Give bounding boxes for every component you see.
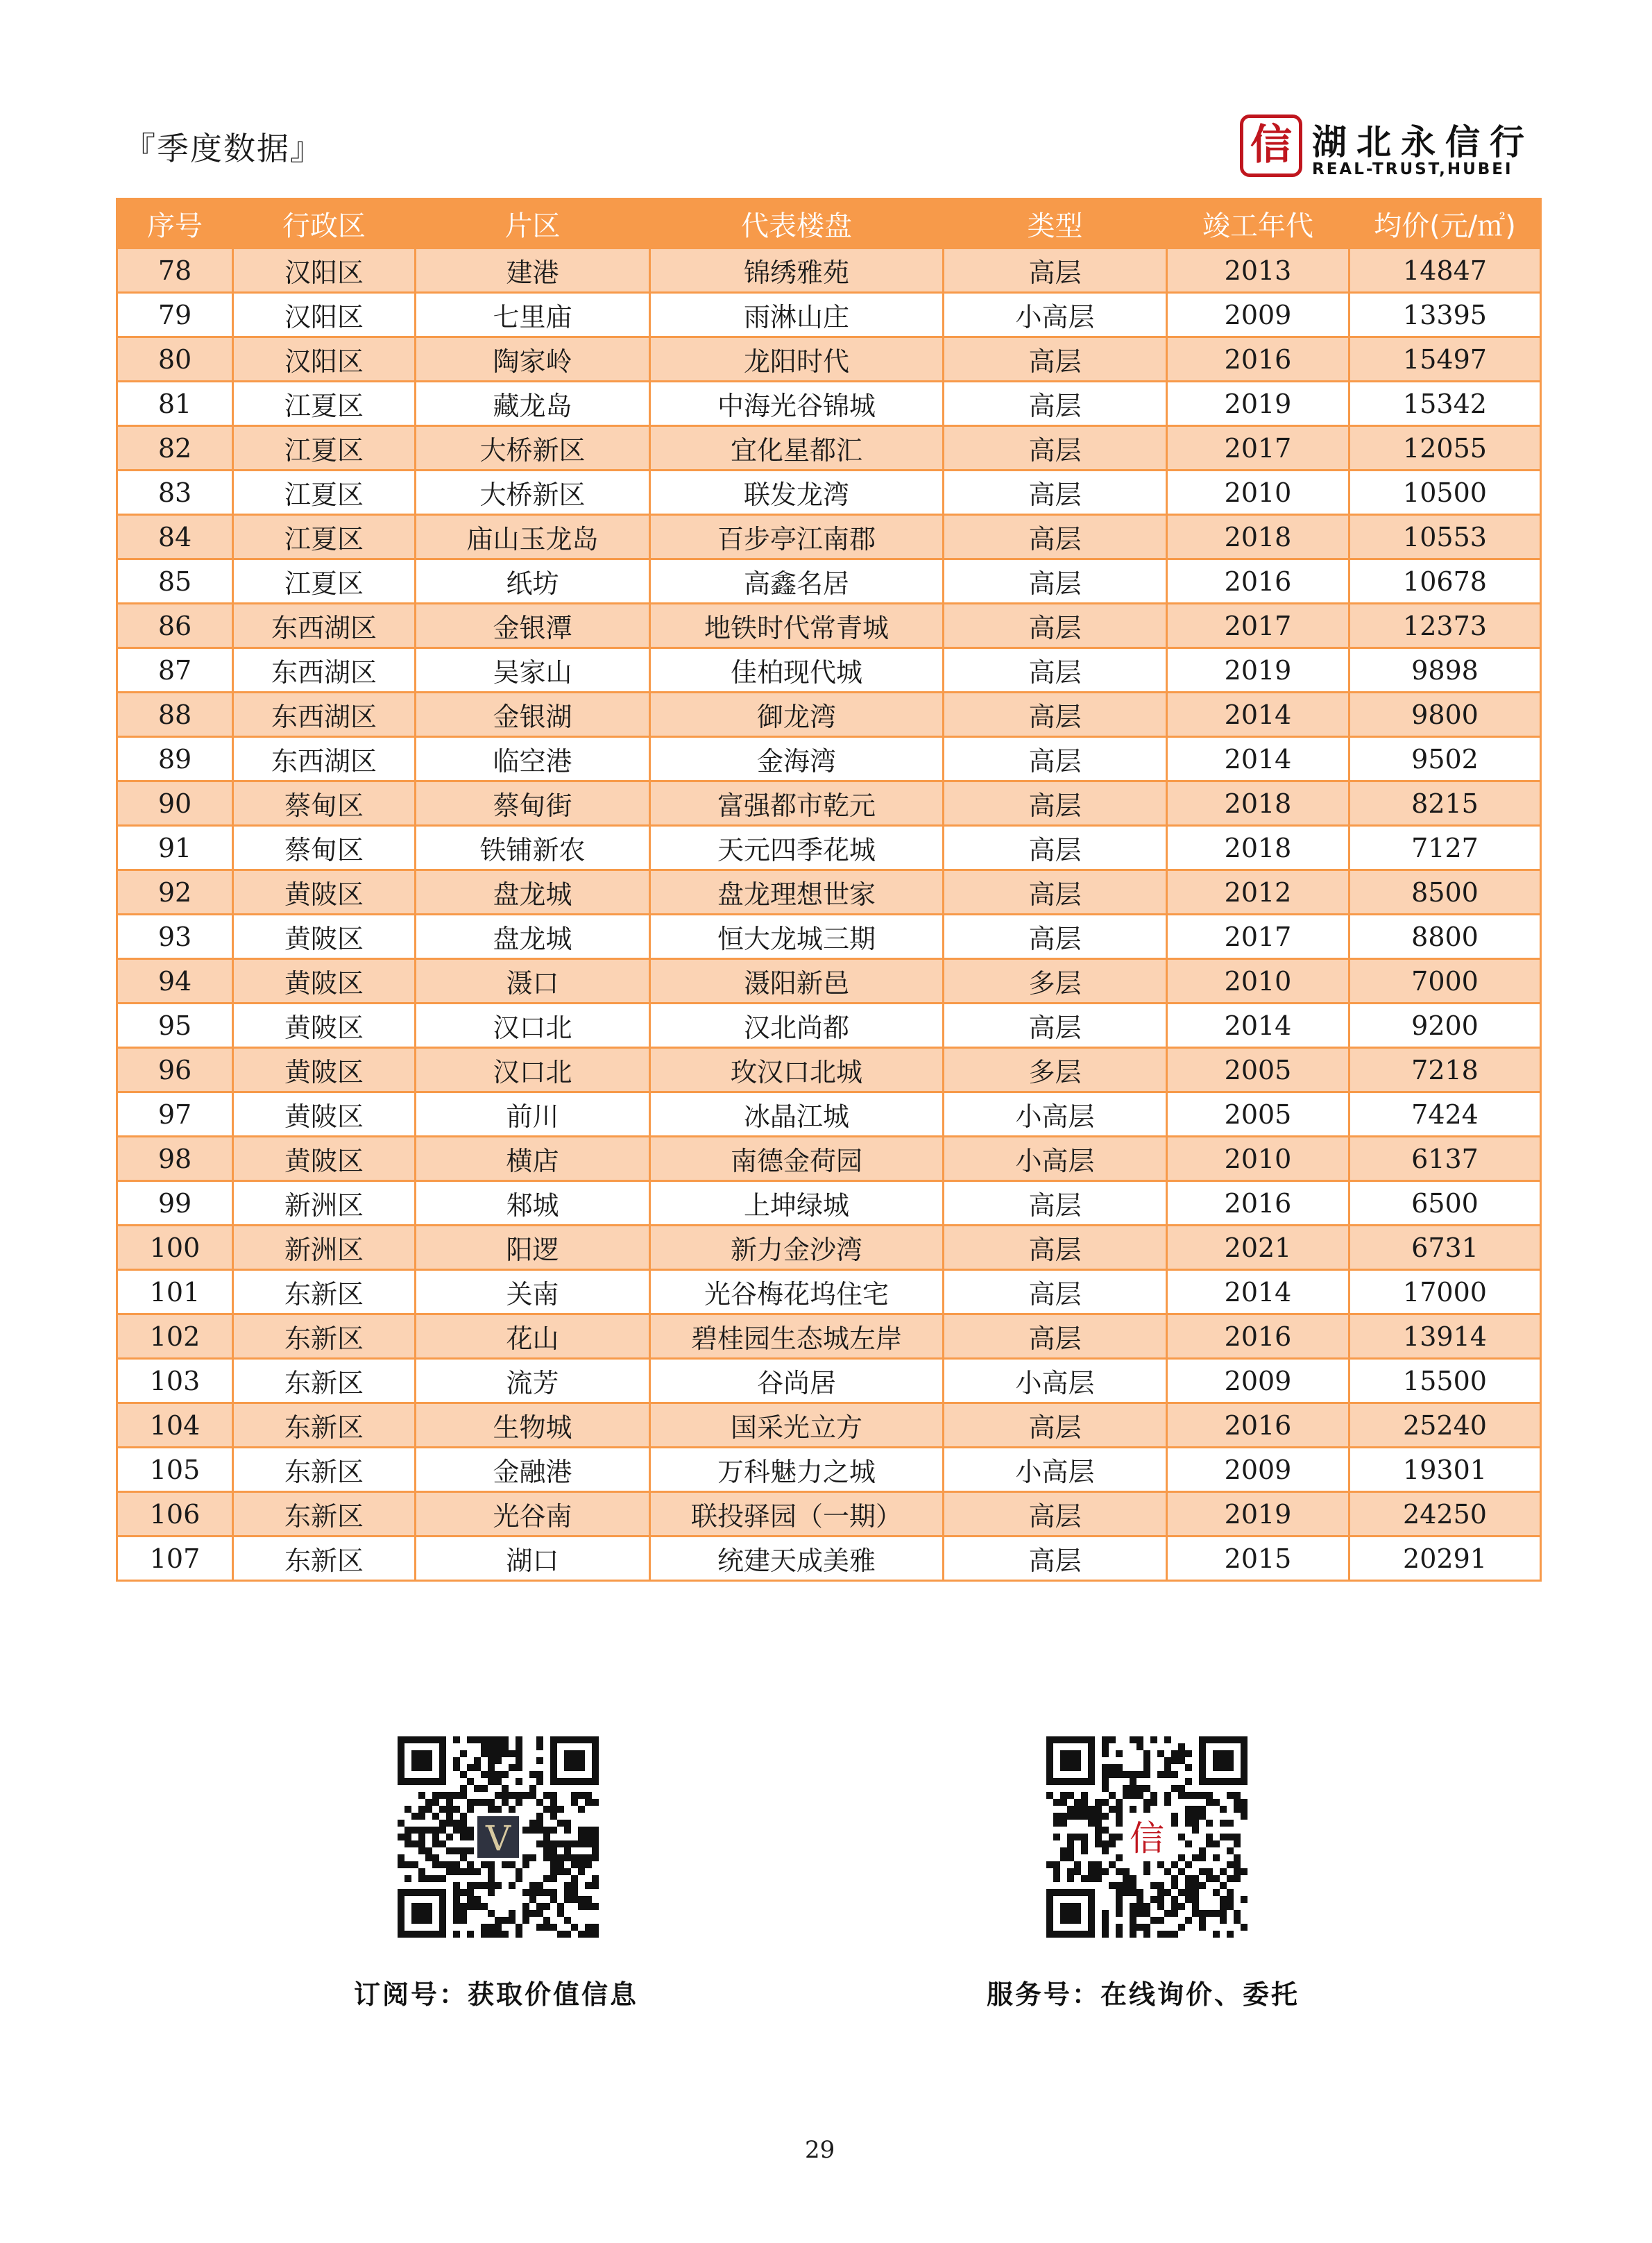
cell-type: 高层 — [944, 559, 1167, 604]
table-row — [117, 515, 1541, 559]
cell-area: 盘龙城 — [416, 870, 650, 915]
table-row — [117, 1226, 1541, 1270]
cell-year: 2005 — [1167, 1092, 1349, 1137]
cell-area: 汉口北 — [416, 1004, 650, 1048]
cell-area: 花山 — [416, 1314, 650, 1359]
table-row — [117, 471, 1541, 515]
cell-project: 佳柏现代城 — [650, 648, 944, 693]
cell-district: 江夏区 — [233, 559, 416, 604]
cell-district: 江夏区 — [233, 426, 416, 471]
cell-price: 7218 — [1349, 1048, 1541, 1092]
cell-index: 79 — [117, 293, 233, 337]
cell-year: 2016 — [1167, 559, 1349, 604]
cell-district: 江夏区 — [233, 471, 416, 515]
table-row — [117, 1048, 1541, 1092]
cell-project: 龙阳时代 — [650, 337, 944, 382]
cell-year: 2016 — [1167, 1403, 1349, 1448]
cell-year: 2018 — [1167, 515, 1349, 559]
cell-area: 前川 — [416, 1092, 650, 1137]
table-row — [117, 1181, 1541, 1226]
table-row — [117, 826, 1541, 870]
cell-year: 2016 — [1167, 1181, 1349, 1226]
cell-index: 106 — [117, 1492, 233, 1537]
cell-type: 高层 — [944, 382, 1167, 426]
cell-area: 蔡甸街 — [416, 781, 650, 826]
cell-type: 小高层 — [944, 1359, 1167, 1403]
cell-price: 15497 — [1349, 337, 1541, 382]
cell-year: 2017 — [1167, 915, 1349, 959]
cell-type: 高层 — [944, 737, 1167, 781]
cell-area: 汉口北 — [416, 1048, 650, 1092]
cell-project: 南德金荷园 — [650, 1137, 944, 1181]
qr-code-image — [1046, 1736, 1247, 1938]
cell-project: 金海湾 — [650, 737, 944, 781]
cell-year: 2009 — [1167, 1448, 1349, 1492]
cell-type: 小高层 — [944, 293, 1167, 337]
cell-year: 2019 — [1167, 1492, 1349, 1537]
cell-project: 统建天成美雅 — [650, 1537, 944, 1581]
cell-year: 2015 — [1167, 1537, 1349, 1581]
cell-district: 黄陂区 — [233, 959, 416, 1004]
cell-index: 96 — [117, 1048, 233, 1092]
cell-price: 10553 — [1349, 515, 1541, 559]
cell-type: 高层 — [944, 1492, 1167, 1537]
cell-index: 92 — [117, 870, 233, 915]
cell-type: 小高层 — [944, 1137, 1167, 1181]
cell-type: 高层 — [944, 248, 1167, 293]
cell-district: 东西湖区 — [233, 648, 416, 693]
cell-project: 雨淋山庄 — [650, 293, 944, 337]
cell-area: 藏龙岛 — [416, 382, 650, 426]
cell-area: 临空港 — [416, 737, 650, 781]
cell-price: 8215 — [1349, 781, 1541, 826]
table-row — [117, 1092, 1541, 1137]
cell-index: 98 — [117, 1137, 233, 1181]
column-header-year: 竣工年代 — [1167, 199, 1349, 248]
column-header-project: 代表楼盘 — [650, 199, 944, 248]
cell-district: 新洲区 — [233, 1226, 416, 1270]
cell-area: 陶家岭 — [416, 337, 650, 382]
cell-type: 高层 — [944, 648, 1167, 693]
cell-year: 2016 — [1167, 337, 1349, 382]
cell-area: 金融港 — [416, 1448, 650, 1492]
cell-price: 6137 — [1349, 1137, 1541, 1181]
cell-type: 高层 — [944, 1314, 1167, 1359]
cell-year: 2009 — [1167, 293, 1349, 337]
cell-type: 高层 — [944, 915, 1167, 959]
cell-project: 天元四季花城 — [650, 826, 944, 870]
cell-project: 碧桂园生态城左岸 — [650, 1314, 944, 1359]
cell-district: 蔡甸区 — [233, 826, 416, 870]
cell-district: 东西湖区 — [233, 737, 416, 781]
table-row — [117, 1492, 1541, 1537]
cell-year: 2009 — [1167, 1359, 1349, 1403]
table-row — [117, 648, 1541, 693]
cell-district: 东西湖区 — [233, 604, 416, 648]
table-row — [117, 870, 1541, 915]
cell-index: 91 — [117, 826, 233, 870]
cell-year: 2014 — [1167, 1004, 1349, 1048]
cell-type: 高层 — [944, 1403, 1167, 1448]
cell-area: 大桥新区 — [416, 471, 650, 515]
cell-index: 107 — [117, 1537, 233, 1581]
cell-price: 13914 — [1349, 1314, 1541, 1359]
cell-index: 86 — [117, 604, 233, 648]
cell-district: 东新区 — [233, 1537, 416, 1581]
column-header-index: 序号 — [117, 199, 233, 248]
cell-year: 2017 — [1167, 426, 1349, 471]
cell-area: 建港 — [416, 248, 650, 293]
column-header-district: 行政区 — [233, 199, 416, 248]
cell-year: 2014 — [1167, 693, 1349, 737]
cell-price: 15342 — [1349, 382, 1541, 426]
cell-district: 汉阳区 — [233, 248, 416, 293]
cell-project: 锦绣雅苑 — [650, 248, 944, 293]
cell-district: 黄陂区 — [233, 870, 416, 915]
cell-district: 黄陂区 — [233, 915, 416, 959]
cell-area: 金银湖 — [416, 693, 650, 737]
cell-area: 阳逻 — [416, 1226, 650, 1270]
cell-index: 101 — [117, 1270, 233, 1314]
cell-year: 2016 — [1167, 1314, 1349, 1359]
cell-price: 13395 — [1349, 293, 1541, 337]
cell-index: 85 — [117, 559, 233, 604]
column-header-area: 片区 — [416, 199, 650, 248]
cell-year: 2021 — [1167, 1226, 1349, 1270]
cell-type: 高层 — [944, 604, 1167, 648]
cell-district: 江夏区 — [233, 515, 416, 559]
table-header-row — [117, 199, 1541, 248]
cell-area: 庙山玉龙岛 — [416, 515, 650, 559]
cell-price: 7000 — [1349, 959, 1541, 1004]
cell-area: 大桥新区 — [416, 426, 650, 471]
cell-area: 横店 — [416, 1137, 650, 1181]
cell-area: 铁铺新农 — [416, 826, 650, 870]
cell-project: 地铁时代常青城 — [650, 604, 944, 648]
qr-code-image — [398, 1736, 599, 1938]
table-row — [117, 1270, 1541, 1314]
cell-project: 国采光立方 — [650, 1403, 944, 1448]
cell-project: 新力金沙湾 — [650, 1226, 944, 1270]
cell-type: 高层 — [944, 1226, 1167, 1270]
cell-index: 93 — [117, 915, 233, 959]
cell-price: 9800 — [1349, 693, 1541, 737]
cell-price: 15500 — [1349, 1359, 1541, 1403]
table-row — [117, 426, 1541, 471]
cell-type: 高层 — [944, 826, 1167, 870]
cell-index: 88 — [117, 693, 233, 737]
brand-logo — [1240, 115, 1538, 184]
cell-index: 90 — [117, 781, 233, 826]
cell-year: 2018 — [1167, 781, 1349, 826]
cell-area: 光谷南 — [416, 1492, 650, 1537]
cell-type: 多层 — [944, 1048, 1167, 1092]
cell-type: 高层 — [944, 515, 1167, 559]
table-row — [117, 559, 1541, 604]
cell-price: 7127 — [1349, 826, 1541, 870]
cell-year: 2010 — [1167, 959, 1349, 1004]
cell-project: 联发龙湾 — [650, 471, 944, 515]
cell-project: 恒大龙城三期 — [650, 915, 944, 959]
table-row — [117, 1537, 1541, 1581]
cell-project: 御龙湾 — [650, 693, 944, 737]
cell-price: 25240 — [1349, 1403, 1541, 1448]
cell-area: 纸坊 — [416, 559, 650, 604]
cell-project: 宜化星都汇 — [650, 426, 944, 471]
svg-text:V: V — [485, 1818, 511, 1859]
cell-type: 多层 — [944, 959, 1167, 1004]
cell-area: 关南 — [416, 1270, 650, 1314]
cell-district: 东新区 — [233, 1359, 416, 1403]
brand-seal-icon: 信 — [1240, 115, 1302, 177]
cell-project: 中海光谷锦城 — [650, 382, 944, 426]
cell-index: 102 — [117, 1314, 233, 1359]
cell-index: 95 — [117, 1004, 233, 1048]
cell-project: 玫汉口北城 — [650, 1048, 944, 1092]
cell-year: 2017 — [1167, 604, 1349, 648]
table-body — [117, 248, 1541, 1581]
cell-price: 10678 — [1349, 559, 1541, 604]
cell-type: 高层 — [944, 1004, 1167, 1048]
cell-index: 100 — [117, 1226, 233, 1270]
cell-price: 8800 — [1349, 915, 1541, 959]
cell-type: 小高层 — [944, 1448, 1167, 1492]
column-header-price: 均价(元/㎡) — [1349, 199, 1541, 248]
cell-index: 80 — [117, 337, 233, 382]
cell-price: 12373 — [1349, 604, 1541, 648]
cell-area: 湖口 — [416, 1537, 650, 1581]
cell-index: 84 — [117, 515, 233, 559]
cell-year: 2012 — [1167, 870, 1349, 915]
cell-price: 10500 — [1349, 471, 1541, 515]
cell-year: 2014 — [1167, 737, 1349, 781]
column-header-type: 类型 — [944, 199, 1167, 248]
qr-caption-subscription: 订阅号：获取价值信息 — [354, 1979, 639, 2010]
cell-index: 87 — [117, 648, 233, 693]
section-title: 『季度数据』 — [124, 130, 323, 167]
cell-year: 2014 — [1167, 1270, 1349, 1314]
cell-index: 83 — [117, 471, 233, 515]
cell-project: 滠阳新邑 — [650, 959, 944, 1004]
cell-area: 七里庙 — [416, 293, 650, 337]
price-table — [116, 198, 1542, 1582]
cell-project: 富强都市乾元 — [650, 781, 944, 826]
cell-index: 99 — [117, 1181, 233, 1226]
cell-type: 高层 — [944, 1270, 1167, 1314]
cell-year: 2010 — [1167, 1137, 1349, 1181]
cell-type: 高层 — [944, 1537, 1167, 1581]
cell-district: 黄陂区 — [233, 1048, 416, 1092]
cell-index: 97 — [117, 1092, 233, 1137]
cell-year: 2005 — [1167, 1048, 1349, 1092]
cell-project: 百步亭江南郡 — [650, 515, 944, 559]
cell-price: 7424 — [1349, 1092, 1541, 1137]
cell-type: 小高层 — [944, 1092, 1167, 1137]
cell-district: 黄陂区 — [233, 1004, 416, 1048]
brand-name-en: REAL-TRUST,HUBEI — [1312, 160, 1513, 178]
table-row — [117, 293, 1541, 337]
table-row — [117, 1137, 1541, 1181]
cell-type: 高层 — [944, 870, 1167, 915]
cell-year: 2013 — [1167, 248, 1349, 293]
cell-area: 金银潭 — [416, 604, 650, 648]
cell-area: 生物城 — [416, 1403, 650, 1448]
table-row — [117, 248, 1541, 293]
table-row — [117, 781, 1541, 826]
cell-project: 冰晶江城 — [650, 1092, 944, 1137]
cell-price: 17000 — [1349, 1270, 1541, 1314]
cell-type: 高层 — [944, 781, 1167, 826]
table-row — [117, 1004, 1541, 1048]
cell-price: 20291 — [1349, 1537, 1541, 1581]
cell-district: 东新区 — [233, 1314, 416, 1359]
cell-district: 汉阳区 — [233, 293, 416, 337]
cell-project: 高鑫名居 — [650, 559, 944, 604]
cell-district: 东西湖区 — [233, 693, 416, 737]
cell-district: 东新区 — [233, 1492, 416, 1537]
table-row — [117, 737, 1541, 781]
table-row — [117, 915, 1541, 959]
table-row — [117, 337, 1541, 382]
cell-year: 2018 — [1167, 826, 1349, 870]
cell-type: 高层 — [944, 1181, 1167, 1226]
cell-index: 103 — [117, 1359, 233, 1403]
cell-index: 104 — [117, 1403, 233, 1448]
table-row — [117, 1448, 1541, 1492]
cell-district: 东新区 — [233, 1448, 416, 1492]
cell-project: 万科魅力之城 — [650, 1448, 944, 1492]
cell-project: 谷尚居 — [650, 1359, 944, 1403]
cell-district: 东新区 — [233, 1403, 416, 1448]
cell-type: 高层 — [944, 337, 1167, 382]
cell-project: 盘龙理想世家 — [650, 870, 944, 915]
cell-price: 14847 — [1349, 248, 1541, 293]
cell-project: 上坤绿城 — [650, 1181, 944, 1226]
cell-project: 光谷梅花坞住宅 — [650, 1270, 944, 1314]
table-row — [117, 693, 1541, 737]
cell-index: 81 — [117, 382, 233, 426]
table-row — [117, 1359, 1541, 1403]
cell-price: 8500 — [1349, 870, 1541, 915]
table-row — [117, 959, 1541, 1004]
cell-year: 2019 — [1167, 382, 1349, 426]
cell-index: 105 — [117, 1448, 233, 1492]
cell-type: 高层 — [944, 693, 1167, 737]
cell-price: 19301 — [1349, 1448, 1541, 1492]
svg-text:信: 信 — [1130, 1818, 1164, 1859]
cell-price: 12055 — [1349, 426, 1541, 471]
cell-district: 东新区 — [233, 1270, 416, 1314]
cell-year: 2019 — [1167, 648, 1349, 693]
cell-year: 2010 — [1167, 471, 1349, 515]
cell-price: 9898 — [1349, 648, 1541, 693]
qr-caption-service: 服务号：在线询价、委托 — [987, 1979, 1300, 2010]
cell-district: 新洲区 — [233, 1181, 416, 1226]
cell-district: 黄陂区 — [233, 1092, 416, 1137]
cell-area: 流芳 — [416, 1359, 650, 1403]
table-row — [117, 1314, 1541, 1359]
cell-price: 6500 — [1349, 1181, 1541, 1226]
cell-project: 汉北尚都 — [650, 1004, 944, 1048]
cell-price: 9502 — [1349, 737, 1541, 781]
cell-type: 高层 — [944, 471, 1167, 515]
cell-index: 82 — [117, 426, 233, 471]
cell-area: 盘龙城 — [416, 915, 650, 959]
cell-area: 邾城 — [416, 1181, 650, 1226]
cell-district: 黄陂区 — [233, 1137, 416, 1181]
cell-price: 6731 — [1349, 1226, 1541, 1270]
table-row — [117, 1403, 1541, 1448]
page-number: 29 — [805, 2136, 835, 2164]
qr-code-subscription — [398, 1736, 599, 1938]
cell-index: 78 — [117, 248, 233, 293]
cell-project: 联投驿园（一期） — [650, 1492, 944, 1537]
cell-type: 高层 — [944, 426, 1167, 471]
cell-district: 蔡甸区 — [233, 781, 416, 826]
cell-price: 24250 — [1349, 1492, 1541, 1537]
table-row — [117, 604, 1541, 648]
cell-index: 94 — [117, 959, 233, 1004]
cell-area: 滠口 — [416, 959, 650, 1004]
table-row — [117, 382, 1541, 426]
cell-area: 吴家山 — [416, 648, 650, 693]
cell-price: 9200 — [1349, 1004, 1541, 1048]
cell-district: 汉阳区 — [233, 337, 416, 382]
brand-name-cn: 湖北永信行 — [1312, 122, 1534, 162]
qr-code-service — [1046, 1736, 1247, 1938]
cell-index: 89 — [117, 737, 233, 781]
cell-district: 江夏区 — [233, 382, 416, 426]
